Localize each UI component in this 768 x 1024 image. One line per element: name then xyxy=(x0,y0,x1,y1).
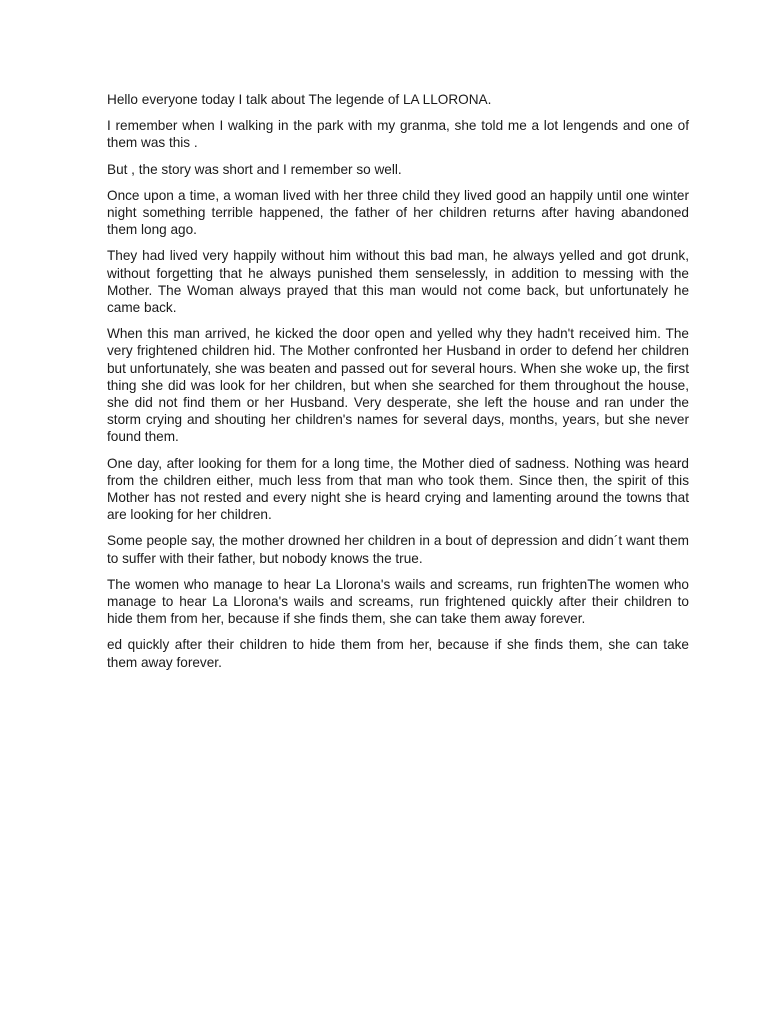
paragraph-repeated-fragment: ed quickly after their children to hide them from her, because if she finds them, she can take them away forever. xyxy=(107,637,689,670)
paragraph-short-story: But , the story was short and I remember so well. xyxy=(107,161,402,177)
paragraph-intro: Hello everyone today I talk about The legende of LA LLORONA. xyxy=(107,92,492,107)
document-body xyxy=(107,91,689,680)
paragraph-once-upon: Once upon a time, a woman lived with her three child they lived good an happily until one winter night something terrible happened, the father of her children returns after having abandoned them long ago. xyxy=(107,187,689,238)
paragraph-women-hear: The women who manage to hear La Llorona's wails and screams, run frightenThe women who manage to hear La Llorona's wails and screams, run frightened quickly after their children to hide them from her, because if she finds them, she can take them away forever. xyxy=(107,576,689,627)
paragraph-bad-man: They had lived very happily without him without this bad man, he always yelled and got drunk, without forgetting that he always punished them senselessly, in addition to messing with the Mother. The Woman always prayed that this man would not come back, but unfortunately he came back. xyxy=(107,248,689,316)
paragraph-mother-died: One day, after looking for them for a long time, the Mother died of sadness. Nothing was heard from the children either, much less from that man who took them. Since then, the spirit of this Mother has not rested and every night she is heard crying and lamenting around the towns that are looking for her children. xyxy=(107,455,689,523)
paragraph-man-arrived: When this man arrived, he kicked the door open and yelled why they hadn't received him. The very frightened children hid. The Mother confronted her Husband in order to defend her children but unfortunately, she was beaten and passed out for several hours. When she woke up, the first thing she did was look for her children, but when she searched for them throughout the house, she did not find them or her Husband. Very desperate, she left the house and ran under the storm crying and shouting her children's names for several days, months, years, but she never found them. xyxy=(107,326,689,445)
paragraph-memory: I remember when I walking in the park with my granma, she told me a lot lengends and one of them was this . xyxy=(107,118,689,151)
paragraph-some-people-say: Some people say, the mother drowned her children in a bout of depression and didn´t want them to suffer with their father, but nobody knows the true. xyxy=(107,533,689,566)
